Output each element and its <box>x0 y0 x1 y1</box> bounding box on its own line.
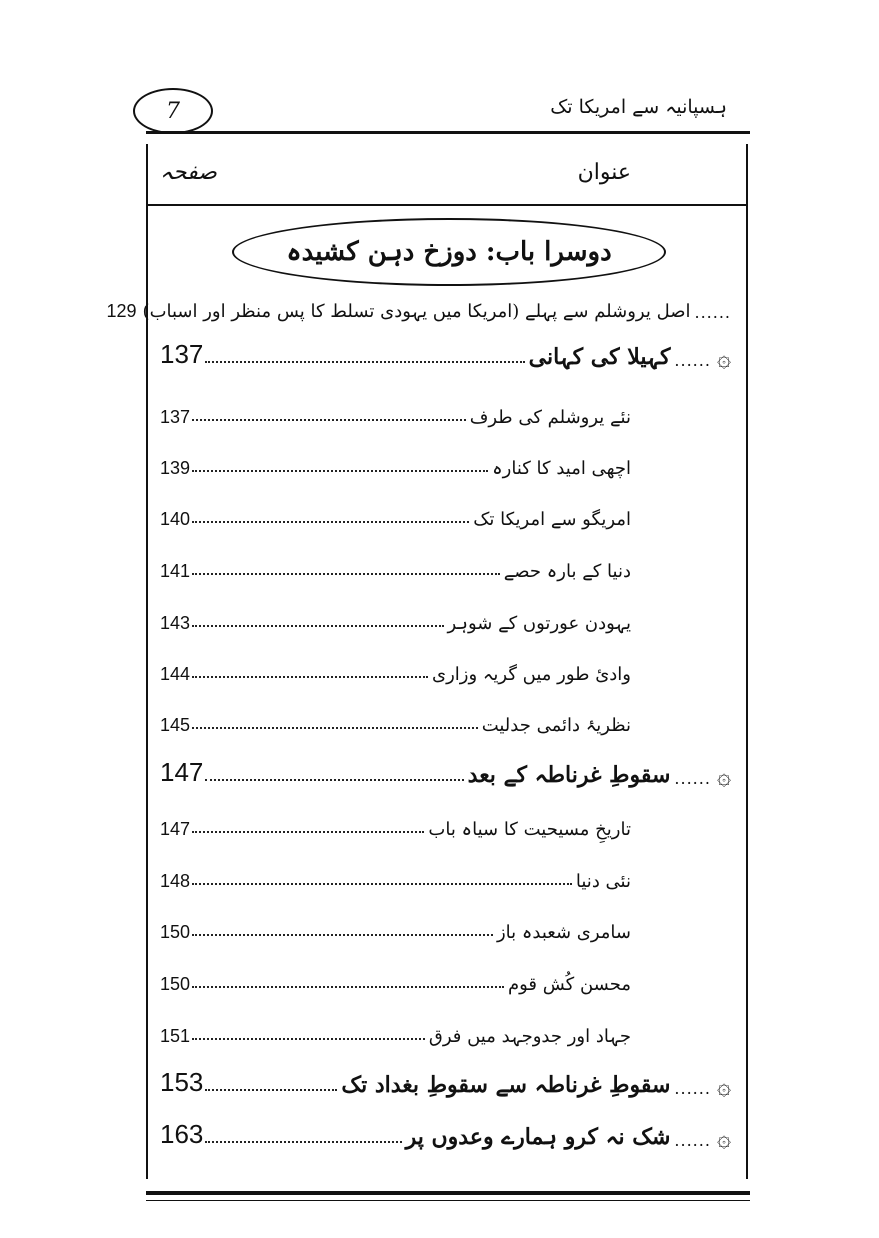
dot-leader <box>205 1141 401 1143</box>
toc-entry-page: 129 <box>106 301 137 321</box>
toc-entry-page: 163 <box>160 1119 204 1149</box>
octagram-star-icon: ۞ <box>716 1124 731 1152</box>
toc-entry-page: 147 <box>160 757 204 787</box>
toc-entry-leader: ...... <box>674 1131 711 1150</box>
toc-entry-title: امریگو سے امریکا تک <box>473 509 631 530</box>
toc-entry-title: اصل یروشلم سے پہلے (امریکا میں یہودی تسلط کا پس منظر اور اسباب) <box>142 301 691 322</box>
toc-entry-title: سقوطِ غرناطہ کے بعد <box>467 762 671 788</box>
octagram-star-icon: ۞ <box>716 344 731 372</box>
chapter-heading: دوسرا باب: دوزخ دہن کشیدہ <box>286 237 612 267</box>
dot-leader <box>192 470 488 472</box>
toc-entry <box>160 542 631 582</box>
dot-leader <box>192 831 424 833</box>
toc-entry-leader: ...... <box>674 351 711 370</box>
dot-leader <box>192 934 493 936</box>
toc-entry-page: 137 <box>160 407 191 427</box>
toc-entry-title: جہاد اور جدوجہد میں فرق <box>428 1026 631 1047</box>
dot-leader <box>192 521 469 523</box>
toc-entry-page: 147 <box>160 819 191 839</box>
toc-entry-page: 144 <box>160 664 191 684</box>
toc-entry <box>160 1007 631 1047</box>
toc-entry <box>160 1110 731 1150</box>
toc-entry-title: اچھی امید کا کنارہ <box>492 458 631 479</box>
toc-entry-title: تاریخِ مسیحیت کا سیاہ باب <box>428 819 631 840</box>
toc-entry-title: نظریۂ دائمی جدلیت <box>481 715 631 736</box>
toc-entry-page: 150 <box>160 974 191 994</box>
toc-entry-title: یہودن عورتوں کے شوہر <box>447 613 631 634</box>
toc-entry <box>160 696 631 736</box>
toc-entry <box>160 955 631 995</box>
toc-entry-title: سامری شعبدہ باز <box>496 922 631 943</box>
toc-entry-title: نئے یروشلم کی طرف <box>469 407 631 428</box>
toc-entry-page: 140 <box>160 509 191 529</box>
dot-leader <box>192 727 478 729</box>
footer-rule-thin <box>146 1200 750 1201</box>
dot-leader <box>205 1089 337 1091</box>
toc-entry <box>160 748 731 788</box>
running-header-title: ہسپانیہ سے امریکا تک <box>550 96 727 118</box>
toc-entry <box>160 800 631 840</box>
toc-entry-title: شک نہ کرو ہمارے وعدوں پر <box>405 1124 671 1150</box>
toc-entry <box>160 645 631 685</box>
toc-entry-page: 150 <box>160 922 191 942</box>
toc-entry <box>160 490 631 530</box>
toc-entry-page: 137 <box>160 339 204 369</box>
dot-leader <box>192 625 443 627</box>
footer-rule <box>146 1191 750 1195</box>
toc-entry <box>160 1058 731 1098</box>
chapter-heading-oval <box>232 218 666 286</box>
dot-leader <box>192 883 572 885</box>
toc-entry-page: 153 <box>160 1067 204 1097</box>
toc-entry-page: 148 <box>160 871 191 891</box>
toc-entry-title: سقوطِ غرناطہ سے سقوطِ بغداد تک <box>341 1072 671 1098</box>
column-heading-page: صفحہ <box>160 160 217 185</box>
toc-entry-title: دنیا کے بارہ حصے <box>503 561 631 582</box>
toc-entry-leader: ...... <box>674 769 711 788</box>
dot-leader <box>192 419 466 421</box>
dot-leader <box>192 676 428 678</box>
dot-leader <box>192 986 504 988</box>
toc-entry-page: 143 <box>160 613 191 633</box>
toc-entry-title: کہیلا کی کہانی <box>528 344 671 370</box>
toc-entry <box>106 282 731 322</box>
toc-entry-leader: ...... <box>694 303 731 322</box>
toc-entry-title: محسن کُش قوم <box>507 974 631 995</box>
header-rule <box>146 131 750 134</box>
dot-leader <box>205 361 524 363</box>
toc-entry <box>160 594 631 634</box>
toc-entry-page: 151 <box>160 1026 191 1046</box>
octagram-star-icon: ۞ <box>716 1072 731 1100</box>
octagram-star-icon: ۞ <box>716 762 731 790</box>
toc-entry <box>160 439 631 479</box>
toc-entry-title: نئی دنیا <box>575 871 631 892</box>
dot-leader <box>192 573 500 575</box>
column-heading-rule <box>146 204 748 206</box>
toc-entry <box>160 330 731 370</box>
column-heading-title: عنوان <box>577 160 631 185</box>
toc-entry-page: 145 <box>160 715 191 735</box>
toc-entry-title: وادیٔ طور میں گریہ وزاری <box>431 664 631 685</box>
dot-leader <box>192 1038 425 1040</box>
toc-entry-page: 139 <box>160 458 191 478</box>
dot-leader <box>205 779 463 781</box>
toc-entry <box>160 388 631 428</box>
toc-entry <box>160 852 631 892</box>
page-number-oval <box>133 88 213 134</box>
toc-entry-leader: ...... <box>674 1079 711 1098</box>
toc-entry <box>160 903 631 943</box>
toc-entry-page: 141 <box>160 561 191 581</box>
page-number: 7 <box>166 98 180 124</box>
